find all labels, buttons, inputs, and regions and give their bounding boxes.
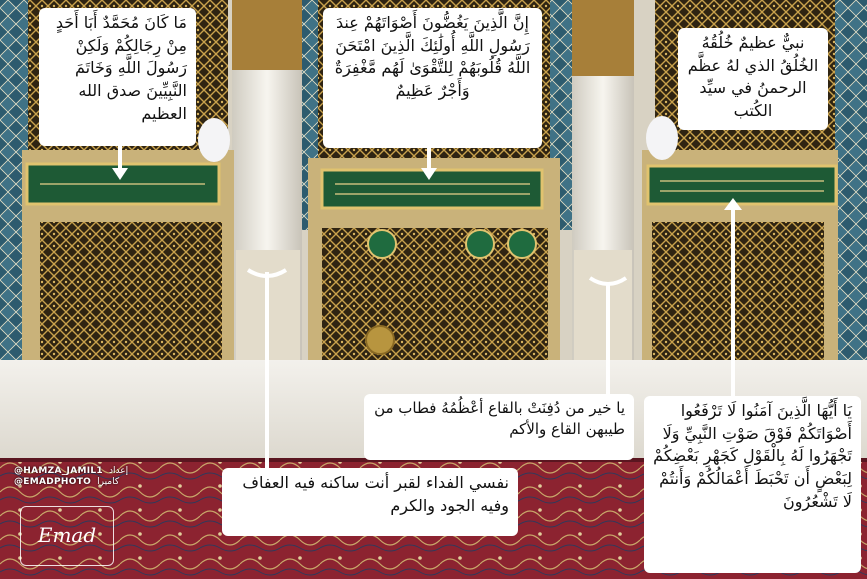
credit-handle-1: @HAMZA_JAMIL1 — [14, 466, 103, 476]
caption-top-left: مَا كَانَ مُحَمَّدٌ أَبَا أَحَدٍ مِنْ رِجَالِكُمْ وَلَكِنْ رَسُولَ اللَّهِ وَخَاتَمَ النَّبِيِّينَ صدق الله العظيم — [39, 8, 196, 146]
signature-logo: Emad — [20, 506, 114, 566]
bracket-middle — [590, 278, 626, 284]
caption-bottom-right: يَا أَيُّهَا الَّذِينَ آمَنُوا لَا تَرْفَعُوا أَصْوَاتَكُمْ فَوْقَ صَوْتِ النَّبِيِّ وَلَا تَجْهَرُوا لَهُ بِالْقَوْلِ كَجَهْرِ بَعْضِكُمْ لِبَعْضٍ أَن تَحْبَطَ أَعْمَالُكُمْ وَأَنتُمْ لَا تَشْعُرُونَ — [644, 396, 861, 573]
credit-role-2: كاميرا — [97, 477, 120, 488]
credit-handle-2: @EMADPHOTO — [14, 477, 92, 488]
caption-middle: يا خير من دُفِنَتْ بالقاع أعْظُمُهُ فطاب من طيبهن القاع والأكم — [364, 394, 634, 460]
arrow-head-top-left — [112, 168, 128, 180]
caption-top-right: نبيٌّ عظيمٌ خُلُقُهُ الخُلُقُ الذي لهُ عظَّم الرحمنُ في سيِّد الكُتب — [678, 28, 828, 130]
caption-bottom-center: نفسي الفداء لقبر أنت ساكنه فيه العفاف وفيه الجود والكرم — [222, 468, 518, 536]
arrow-head-top-center — [421, 168, 437, 180]
credit-role-1: إعداد — [108, 466, 129, 476]
bracket-bottom-center — [248, 270, 286, 276]
photo-credits — [14, 466, 128, 489]
arrow-head-bottom-right — [724, 198, 742, 210]
caption-top-center: إِنَّ الَّذِينَ يَغُضُّونَ أَصْوَاتَهُمْ عِندَ رَسُولِ اللَّهِ أُولَٰئِكَ الَّذِينَ امْتَحَنَ اللَّهُ قُلُوبَهُمْ لِلتَّقْوَىٰ لَهُم مَّغْفِرَةٌ وَأَجْرٌ عَظِيمٌ — [323, 8, 542, 148]
